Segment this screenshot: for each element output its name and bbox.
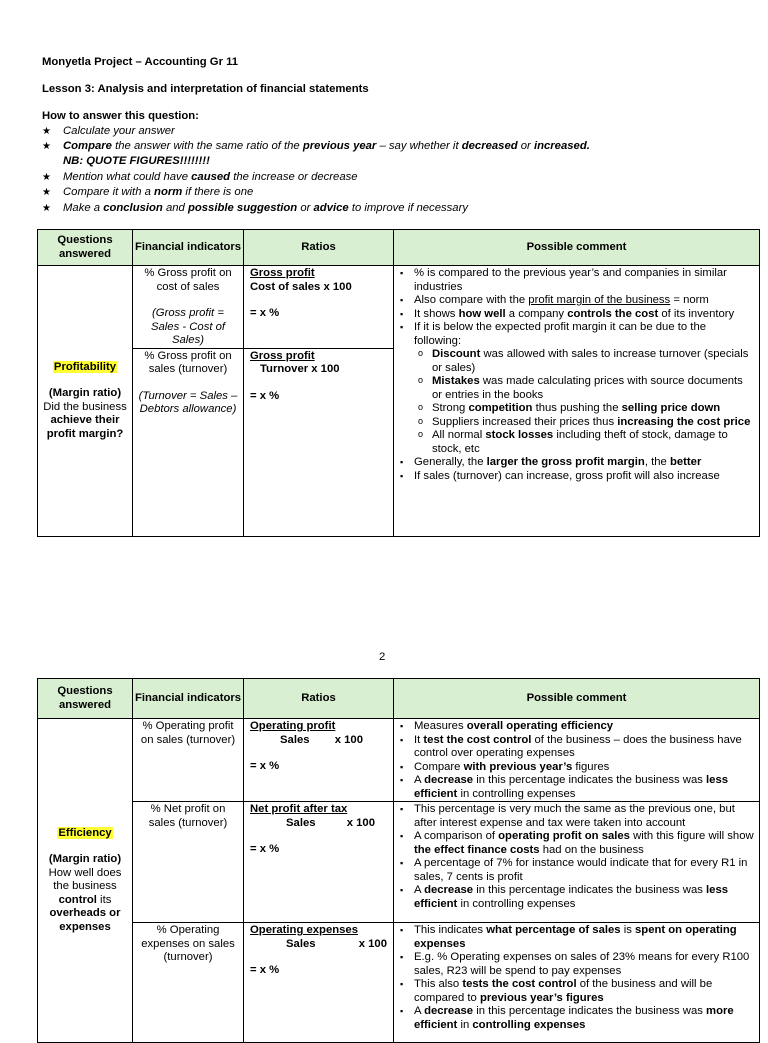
- header-questions: Questions answered: [38, 230, 133, 266]
- list-item: ▪ A decrease in this percentage indicates the business was less efficient in controlling expenses: [414, 774, 755, 801]
- star-bullet-icon: ★: [42, 187, 51, 198]
- list-item: o Discount was allowed with sales to increase turnover (specials or sales): [432, 348, 755, 375]
- ratio-gp-cost: Gross profit Cost of sales x 100 = x %: [244, 266, 394, 349]
- question-emphasis: achieve their profit margin?: [46, 414, 124, 440]
- list-item: ▪ This indicates what percentage of sales is spent on operating expenses: [414, 924, 755, 951]
- header-comment: Possible comment: [394, 679, 760, 719]
- step-3: Mention what could have caused the increase or decrease: [63, 171, 358, 183]
- profitability-question-cell: [38, 266, 133, 537]
- ratio-op-expenses: Operating expenses Sales x 100 = x %: [244, 923, 394, 1043]
- list-item: ▪ If it is below the expected profit margin it can be due to the following: o Discount was allowed with sales to increase turnover (specials or sales) o Mistakes was made calculating prices with source documents or entries in the books o Strong competition thus pushing the selling price down o Suppliers increased their prices thus increasing the cost price o All normal stock losses including theft of stock, damage to stock, etc: [414, 321, 755, 456]
- indicator-gp-cost: % Gross profit on cost of sales (Gross profit = Sales - Cost of Sales): [133, 266, 244, 349]
- howto-heading: How to answer this question:: [42, 110, 199, 122]
- list-item: ▪ E.g. % Operating expenses on sales of 23% means for every R100 sales, R23 will be spend to pay expenses: [414, 951, 755, 978]
- header-comment: Possible comment: [394, 230, 760, 266]
- table-row: [38, 266, 760, 349]
- lesson-title: Lesson 3: Analysis and interpretation of financial statements: [42, 83, 369, 95]
- document-title: Monyetla Project – Accounting Gr 11: [42, 56, 239, 68]
- list-item: ▪ A decrease in this percentage indicates the business was less efficient in controlling expenses: [414, 884, 755, 911]
- list-item: ▪ Generally, the larger the gross profit margin, the better: [414, 456, 755, 470]
- ratio-gp-sales: Gross profit Turnover x 100 = x %: [244, 348, 394, 536]
- table-header-row: [38, 230, 760, 266]
- list-item: o Suppliers increased their prices thus increasing the cost price: [432, 416, 755, 430]
- efficiency-question-cell: [38, 719, 133, 1043]
- list-item: ▪ Measures overall operating efficiency: [414, 720, 755, 734]
- step-2: Compare the answer with the same ratio of the previous year – say whether it decreased or increased.: [63, 140, 590, 152]
- efficiency-label: Efficiency: [58, 826, 112, 839]
- list-item: o All normal stock losses including theft of stock, damage to stock, etc: [432, 429, 755, 456]
- star-bullet-icon: ★: [42, 172, 51, 183]
- step-4: Compare it with a norm if there is one: [63, 186, 254, 198]
- table-row: [38, 802, 760, 923]
- op-expenses-comment: [394, 923, 760, 1043]
- indicator-net-profit: % Net profit on sales (turnover): [133, 802, 244, 923]
- list-item: ▪ Also compare with the profit margin of the business = norm: [414, 294, 755, 308]
- question-text: control its: [58, 893, 112, 906]
- table-row: [38, 923, 760, 1043]
- header-financial: Financial indicators: [133, 679, 244, 719]
- margin-ratio-label: (Margin ratio): [48, 853, 122, 866]
- efficiency-table: [37, 678, 760, 1043]
- step-1: Calculate your answer: [63, 125, 175, 137]
- table-header-row: [38, 679, 760, 719]
- list-item: ▪ A comparison of operating profit on sales with this figure will show the effect finance costs had on the business: [414, 830, 755, 857]
- list-item: ▪ This also tests the cost control of the business and will be compared to previous year’s figures: [414, 978, 755, 1005]
- ratio-op-profit: Operating profit Sales x 100 = x %: [244, 719, 394, 802]
- list-item: o Mistakes was made calculating prices with source documents or entries in the books: [432, 375, 755, 402]
- profitability-table: [37, 229, 760, 537]
- header-ratios: Ratios: [244, 679, 394, 719]
- header-financial: Financial indicators: [133, 230, 244, 266]
- page-number: 2: [379, 651, 386, 663]
- list-item: o Strong competition thus pushing the selling price down: [432, 402, 755, 416]
- list-item: ▪ % is compared to the previous year’s and companies in similar industries: [414, 267, 755, 294]
- question-text: How well does the business: [48, 866, 122, 893]
- list-item: ▪ It test the cost control of the business – does the business have control over operating expenses: [414, 734, 755, 761]
- star-bullet-icon: ★: [42, 203, 51, 214]
- question-text: Did the business: [43, 400, 127, 413]
- op-profit-comment: [394, 719, 760, 802]
- list-item: ▪ This percentage is very much the same as the previous one, but after interest expense and tax were taken into account: [414, 803, 755, 830]
- net-profit-comment: [394, 802, 760, 923]
- list-item: ▪ A percentage of 7% for instance would indicate that for every R1 in sales, 7 cents is profit: [414, 857, 755, 884]
- step-2-note: NB: QUOTE FIGURES!!!!!!!!: [63, 155, 210, 167]
- star-bullet-icon: ★: [42, 141, 51, 152]
- list-item: ▪ It shows how well a company controls the cost of its inventory: [414, 308, 755, 322]
- question-emphasis: overheads or expenses: [49, 907, 121, 933]
- profitability-label: Profitability: [53, 360, 117, 373]
- list-item: ▪ Compare with previous year’s figures: [414, 761, 755, 775]
- profitability-comment-cell: [394, 266, 760, 537]
- table-row: [38, 719, 760, 802]
- star-bullet-icon: ★: [42, 126, 51, 137]
- header-ratios: Ratios: [244, 230, 394, 266]
- list-item: ▪ If sales (turnover) can increase, gross profit will also increase: [414, 470, 755, 484]
- indicator-op-profit: % Operating profit on sales (turnover): [133, 719, 244, 802]
- step-5: Make a conclusion and possible suggestion or advice to improve if necessary: [63, 202, 468, 214]
- ratio-net-profit: Net profit after tax Sales x 100 = x %: [244, 802, 394, 923]
- indicator-op-expenses: % Operating expenses on sales (turnover): [133, 923, 244, 1043]
- indicator-gp-sales: % Gross profit on sales (turnover) (Turnover = Sales – Debtors allowance): [133, 348, 244, 536]
- header-questions: Questions answered: [38, 679, 133, 719]
- margin-ratio-label: (Margin ratio): [48, 387, 122, 399]
- list-item: ▪ A decrease in this percentage indicates the business was more efficient in controlling expenses: [414, 1005, 755, 1032]
